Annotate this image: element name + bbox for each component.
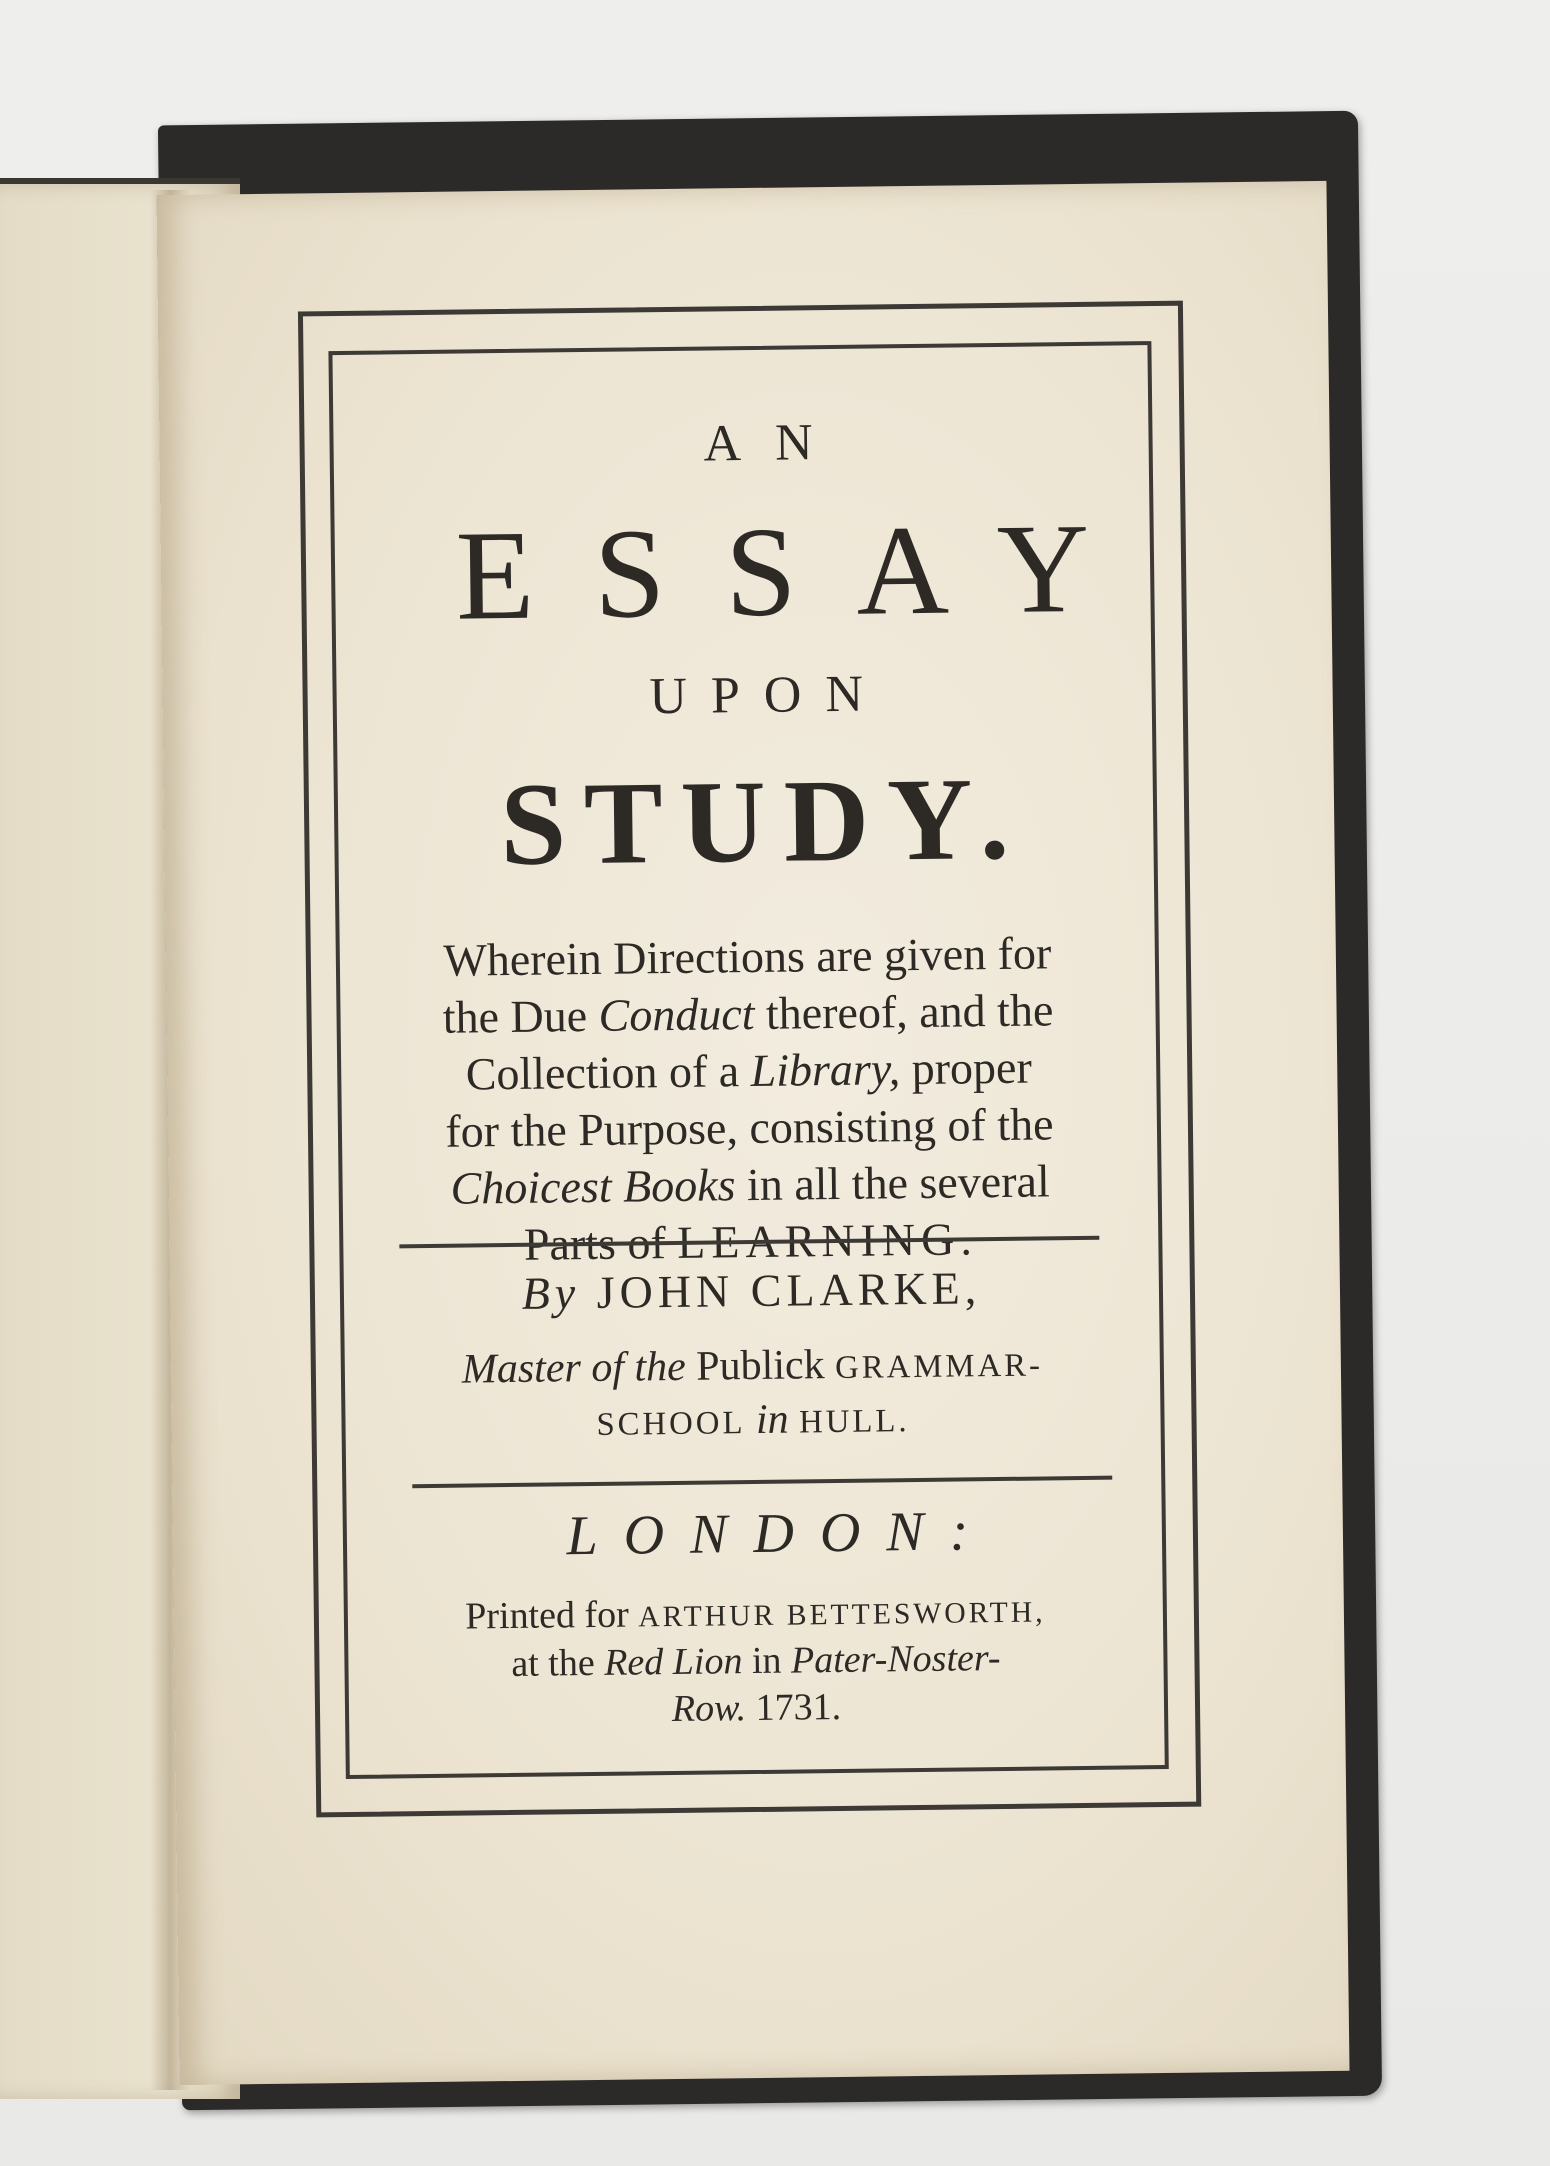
title-essay: ESSAY [454,496,1151,647]
subtitle-italic: Conduct [598,988,755,1041]
imprint-sign: Red Lion [603,1639,743,1684]
author-title-block [345,1335,1161,1452]
author-title-line [345,1389,1161,1453]
subtitle-line: for the Purpose, consisting of the [445,1098,1054,1157]
author-title-text: Publick [685,1342,836,1390]
author-title-caps: GRAMMAR- [834,1347,1044,1387]
subtitle-line: Wherein Directions are given for [443,927,1052,986]
author-by: By [521,1267,581,1319]
author-title-caps: HULL. [798,1402,910,1441]
subtitle-line [340,980,1156,1047]
imprint-city: LONDON: [566,1500,995,1568]
imprint-street: Pater-Noster- [790,1636,1001,1682]
title-study: STUDY. [499,752,1028,891]
author-title-caps: SCHOOL [596,1404,746,1443]
subtitle-text: the Due [442,989,599,1043]
subtitle-text: Collection of a [465,1045,751,1100]
title-an: AN [703,413,847,473]
imprint-block [348,1585,1165,1737]
subtitle-text: thereof, and the [754,984,1054,1040]
subtitle-text: in all the several [735,1155,1050,1211]
subtitle-italic: Choicest Books [450,1159,736,1214]
author-name: JOHN CLARKE, [596,1262,982,1318]
subtitle-caps: LEARNING. [676,1213,979,1269]
subtitle-line [341,1037,1157,1104]
subtitle-italic: Library, [750,1043,901,1097]
imprint-text: in [742,1639,792,1682]
title-upon: UPON [649,665,888,726]
author-title-italic: in [745,1396,800,1443]
subtitle-text: Parts of [523,1217,678,1270]
author-title-line [345,1335,1161,1399]
imprint-line [348,1585,1164,1642]
subtitle-line [342,1151,1158,1218]
title-page [156,181,1349,2085]
imprint-street: Row. [671,1687,747,1731]
author-title-italic: Master of the [461,1343,687,1393]
imprint-line [349,1680,1165,1737]
imprint-text: Printed for [464,1593,639,1638]
imprint-year: 1731. [745,1685,842,1730]
subtitle-block [340,923,1159,1275]
imprint-printer: ARTHUR BETTESWORTH, [638,1596,1046,1634]
subtitle-text: proper [899,1041,1033,1095]
imprint-text: at the [511,1641,605,1685]
